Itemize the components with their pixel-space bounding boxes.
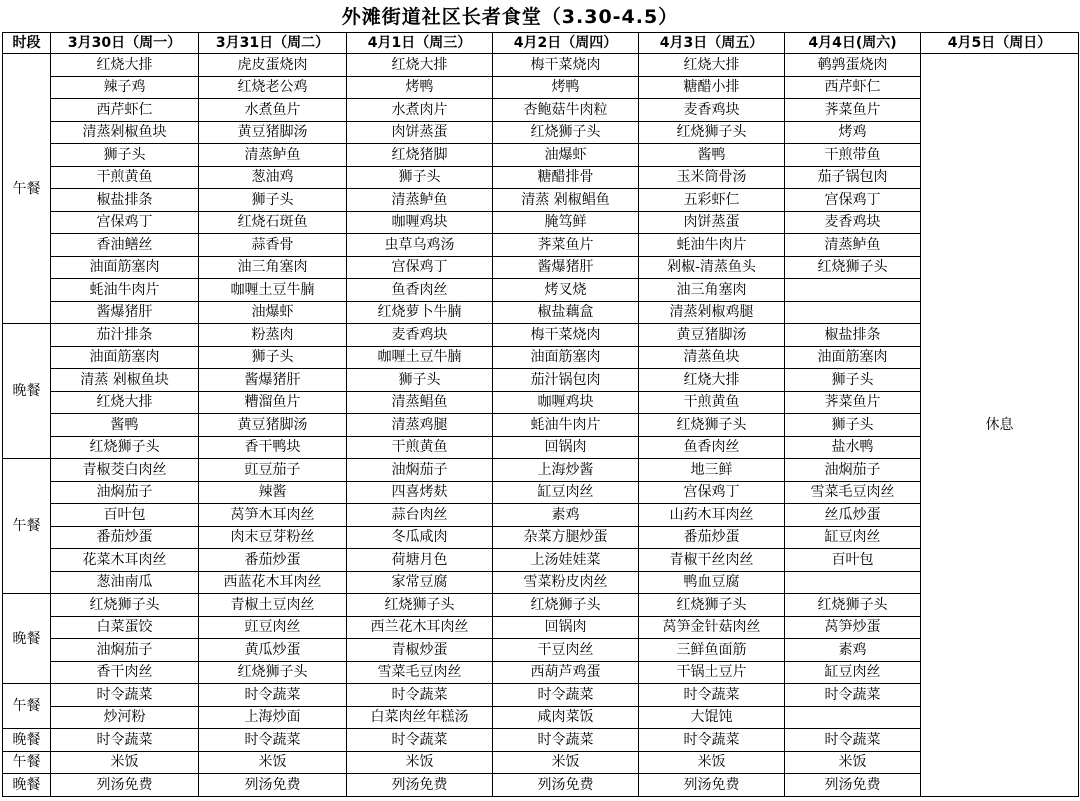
dish-cell: 西兰花木耳肉丝 bbox=[347, 616, 493, 639]
dish-cell: 时令蔬菜 bbox=[51, 729, 199, 752]
dish-cell: 红烧狮子头 bbox=[493, 594, 639, 617]
table-row bbox=[3, 346, 1079, 369]
dish-cell: 干煎黄鱼 bbox=[347, 436, 493, 459]
meal-period-label: 晚餐 bbox=[3, 729, 51, 752]
dish-cell: 荷塘月色 bbox=[347, 549, 493, 572]
table-row bbox=[3, 729, 1079, 752]
dish-cell: 红烧猪脚 bbox=[347, 144, 493, 167]
table-row bbox=[3, 144, 1079, 167]
dish-cell: 宫保鸡丁 bbox=[639, 481, 785, 504]
dish-cell: 清蒸 剁椒鱼块 bbox=[51, 369, 199, 392]
dish-cell: 列汤免费 bbox=[493, 774, 639, 797]
table-row bbox=[3, 414, 1079, 437]
dish-cell: 狮子头 bbox=[199, 189, 347, 212]
dish-cell: 黄豆猪脚汤 bbox=[639, 324, 785, 347]
page-title: 外滩街道社区长者食堂（3.30-4.5） bbox=[341, 6, 679, 28]
header-day: 3月30日（周一） bbox=[51, 33, 199, 54]
dish-cell: 椒盐排条 bbox=[785, 324, 921, 347]
dish-cell: 列汤免费 bbox=[347, 774, 493, 797]
dish-cell: 酱爆猪肝 bbox=[493, 256, 639, 279]
dish-cell: 干煎黄鱼 bbox=[639, 391, 785, 414]
header-day: 4月4日(周六) bbox=[785, 33, 921, 54]
dish-cell: 烤鸡 bbox=[785, 121, 921, 144]
dish-cell: 清蒸鲈鱼 bbox=[785, 234, 921, 257]
dish-cell: 雪菜毛豆肉丝 bbox=[785, 481, 921, 504]
dish-cell: 肉末豆芽粉丝 bbox=[199, 526, 347, 549]
table-row bbox=[3, 616, 1079, 639]
dish-cell: 列汤免费 bbox=[785, 774, 921, 797]
table-row bbox=[3, 279, 1079, 302]
dish-cell: 米饭 bbox=[493, 751, 639, 774]
dish-cell: 酱鸭 bbox=[51, 414, 199, 437]
dish-cell: 咸肉菜饭 bbox=[493, 706, 639, 729]
dish-cell bbox=[785, 301, 921, 324]
table-row bbox=[3, 504, 1079, 527]
dish-cell: 宫保鸡丁 bbox=[347, 256, 493, 279]
dish-cell: 红烧狮子头 bbox=[51, 436, 199, 459]
table-row bbox=[3, 234, 1079, 257]
dish-cell: 红烧狮子头 bbox=[785, 256, 921, 279]
dish-cell: 宫保鸡丁 bbox=[785, 189, 921, 212]
table-row bbox=[3, 549, 1079, 572]
dish-cell: 干锅土豆片 bbox=[639, 661, 785, 684]
dish-cell: 莴笋炒蛋 bbox=[785, 616, 921, 639]
dish-cell: 时令蔬菜 bbox=[199, 684, 347, 707]
dish-cell: 茄汁锅包肉 bbox=[493, 369, 639, 392]
table-row bbox=[3, 54, 1079, 77]
dish-cell: 蚝油牛肉片 bbox=[51, 279, 199, 302]
dish-cell: 杏鲍菇牛肉粒 bbox=[493, 99, 639, 122]
dish-cell: 西芹虾仁 bbox=[785, 76, 921, 99]
dish-cell: 虫草乌鸡汤 bbox=[347, 234, 493, 257]
table-row bbox=[3, 189, 1079, 212]
dish-cell: 缸豆肉丝 bbox=[785, 526, 921, 549]
dish-cell: 油面筋塞肉 bbox=[51, 346, 199, 369]
header-day: 4月2日（周四） bbox=[493, 33, 639, 54]
dish-cell: 炒河粉 bbox=[51, 706, 199, 729]
dish-cell: 三鲜鱼面筋 bbox=[639, 639, 785, 662]
dish-cell: 红烧狮子头 bbox=[199, 661, 347, 684]
dish-cell: 糖醋小排 bbox=[639, 76, 785, 99]
dish-cell: 豇豆茄子 bbox=[199, 459, 347, 482]
dish-cell: 山药木耳肉丝 bbox=[639, 504, 785, 527]
dish-cell: 粉蒸肉 bbox=[199, 324, 347, 347]
dish-cell: 白菜蛋饺 bbox=[51, 616, 199, 639]
dish-cell: 油焖茄子 bbox=[51, 639, 199, 662]
dish-cell: 油三角塞肉 bbox=[199, 256, 347, 279]
header-day: 4月1日（周三） bbox=[347, 33, 493, 54]
dish-cell: 辣子鸡 bbox=[51, 76, 199, 99]
table-row bbox=[3, 661, 1079, 684]
table-row bbox=[3, 256, 1079, 279]
dish-cell: 油三角塞肉 bbox=[639, 279, 785, 302]
dish-cell: 玉米筒骨汤 bbox=[639, 166, 785, 189]
meal-period-label: 午餐 bbox=[3, 459, 51, 594]
dish-cell: 雪菜粉皮肉丝 bbox=[493, 571, 639, 594]
dish-cell: 缸豆肉丝 bbox=[785, 661, 921, 684]
dish-cell: 油面筋塞肉 bbox=[785, 346, 921, 369]
dish-cell: 列汤免费 bbox=[51, 774, 199, 797]
dish-cell: 肉饼蒸蛋 bbox=[639, 211, 785, 234]
dish-cell: 蒜香骨 bbox=[199, 234, 347, 257]
dish-cell: 红烧石斑鱼 bbox=[199, 211, 347, 234]
dish-cell: 红烧狮子头 bbox=[639, 594, 785, 617]
dish-cell: 黄豆猪脚汤 bbox=[199, 414, 347, 437]
dish-cell: 腌笃鲜 bbox=[493, 211, 639, 234]
table-row bbox=[3, 751, 1079, 774]
table-row bbox=[3, 684, 1079, 707]
dish-cell: 酱鸭 bbox=[639, 144, 785, 167]
table-row bbox=[3, 481, 1079, 504]
dish-cell: 糖醋排骨 bbox=[493, 166, 639, 189]
dish-cell: 蚝油牛肉片 bbox=[639, 234, 785, 257]
dish-cell: 清蒸鲳鱼 bbox=[347, 391, 493, 414]
dish-cell: 回锅肉 bbox=[493, 616, 639, 639]
dish-cell: 地三鲜 bbox=[639, 459, 785, 482]
dish-cell: 回锅肉 bbox=[493, 436, 639, 459]
table-row bbox=[3, 571, 1079, 594]
table-row bbox=[3, 459, 1079, 482]
dish-cell: 酱爆猪肝 bbox=[199, 369, 347, 392]
dish-cell: 梅干菜烧肉 bbox=[493, 324, 639, 347]
dish-cell: 百叶包 bbox=[785, 549, 921, 572]
dish-cell: 时令蔬菜 bbox=[493, 684, 639, 707]
dish-cell: 盐水鸭 bbox=[785, 436, 921, 459]
meal-period-label: 午餐 bbox=[3, 684, 51, 729]
dish-cell: 鱼香肉丝 bbox=[639, 436, 785, 459]
dish-cell: 肉饼蒸蛋 bbox=[347, 121, 493, 144]
meal-period-label: 晚餐 bbox=[3, 324, 51, 459]
dish-cell: 丝瓜炒蛋 bbox=[785, 504, 921, 527]
table-row bbox=[3, 436, 1079, 459]
meal-period-label: 晚餐 bbox=[3, 774, 51, 797]
header-day: 4月3日（周五） bbox=[639, 33, 785, 54]
dish-cell bbox=[785, 571, 921, 594]
dish-cell: 烤叉烧 bbox=[493, 279, 639, 302]
dish-cell: 列汤免费 bbox=[639, 774, 785, 797]
table-row bbox=[3, 301, 1079, 324]
dish-cell: 时令蔬菜 bbox=[639, 729, 785, 752]
dish-cell: 西蓝花木耳肉丝 bbox=[199, 571, 347, 594]
dish-cell: 番茄炒蛋 bbox=[199, 549, 347, 572]
dish-cell: 上海炒面 bbox=[199, 706, 347, 729]
dish-cell: 红烧大排 bbox=[51, 391, 199, 414]
dish-cell: 西葫芦鸡蛋 bbox=[493, 661, 639, 684]
menu-table bbox=[2, 32, 1079, 797]
dish-cell: 杂菜方腿炒蛋 bbox=[493, 526, 639, 549]
dish-cell: 油焖茄子 bbox=[785, 459, 921, 482]
dish-cell: 糟溜鱼片 bbox=[199, 391, 347, 414]
table-row bbox=[3, 594, 1079, 617]
meal-period-label: 午餐 bbox=[3, 54, 51, 324]
table-row bbox=[3, 774, 1079, 797]
table-row bbox=[3, 369, 1079, 392]
dish-cell: 青椒土豆肉丝 bbox=[199, 594, 347, 617]
dish-cell: 上海炒酱 bbox=[493, 459, 639, 482]
dish-cell: 五彩虾仁 bbox=[639, 189, 785, 212]
dish-cell: 莴笋木耳肉丝 bbox=[199, 504, 347, 527]
dish-cell: 素鸡 bbox=[493, 504, 639, 527]
dish-cell: 油焖茄子 bbox=[347, 459, 493, 482]
dish-cell: 狮子头 bbox=[785, 369, 921, 392]
dish-cell: 四喜烤麸 bbox=[347, 481, 493, 504]
dish-cell: 椒盐藕盒 bbox=[493, 301, 639, 324]
dish-cell: 蒜台肉丝 bbox=[347, 504, 493, 527]
table-row bbox=[3, 324, 1079, 347]
table-row bbox=[3, 99, 1079, 122]
dish-cell: 列汤免费 bbox=[199, 774, 347, 797]
dish-cell: 清蒸剁椒鱼块 bbox=[51, 121, 199, 144]
dish-cell: 时令蔬菜 bbox=[347, 729, 493, 752]
dish-cell: 狮子头 bbox=[51, 144, 199, 167]
dish-cell: 缸豆肉丝 bbox=[493, 481, 639, 504]
dish-cell: 百叶包 bbox=[51, 504, 199, 527]
dish-cell bbox=[785, 279, 921, 302]
dish-cell: 狮子头 bbox=[347, 166, 493, 189]
dish-cell: 烤鸭 bbox=[493, 76, 639, 99]
dish-cell: 红烧老公鸡 bbox=[199, 76, 347, 99]
dish-cell: 油面筋塞肉 bbox=[51, 256, 199, 279]
dish-cell: 红烧大排 bbox=[51, 54, 199, 77]
dish-cell: 梅干菜烧肉 bbox=[493, 54, 639, 77]
dish-cell: 麦香鸡块 bbox=[785, 211, 921, 234]
dish-cell: 虎皮蛋烧肉 bbox=[199, 54, 347, 77]
header-period: 时段 bbox=[3, 33, 51, 54]
dish-cell: 狮子头 bbox=[785, 414, 921, 437]
dish-cell: 咖喱鸡块 bbox=[347, 211, 493, 234]
dish-cell: 油爆虾 bbox=[199, 301, 347, 324]
dish-cell: 咖喱鸡块 bbox=[493, 391, 639, 414]
dish-cell: 时令蔬菜 bbox=[199, 729, 347, 752]
dish-cell: 黄瓜炒蛋 bbox=[199, 639, 347, 662]
header-day: 3月31日（周二） bbox=[199, 33, 347, 54]
dish-cell: 红烧狮子头 bbox=[493, 121, 639, 144]
dish-cell: 油面筋塞肉 bbox=[493, 346, 639, 369]
table-row bbox=[3, 76, 1079, 99]
table-row bbox=[3, 639, 1079, 662]
dish-cell: 红烧大排 bbox=[639, 54, 785, 77]
dish-cell: 时令蔬菜 bbox=[785, 729, 921, 752]
dish-cell: 鱼香肉丝 bbox=[347, 279, 493, 302]
dish-cell bbox=[785, 706, 921, 729]
dish-cell: 冬瓜咸肉 bbox=[347, 526, 493, 549]
dish-cell: 荠菜鱼片 bbox=[493, 234, 639, 257]
dish-cell: 青椒茭白肉丝 bbox=[51, 459, 199, 482]
dish-cell: 香干鸭块 bbox=[199, 436, 347, 459]
dish-cell: 豇豆肉丝 bbox=[199, 616, 347, 639]
meal-period-label: 午餐 bbox=[3, 751, 51, 774]
dish-cell: 红烧狮子头 bbox=[785, 594, 921, 617]
sunday-rest-label: 休息 bbox=[921, 54, 1079, 797]
dish-cell: 米饭 bbox=[347, 751, 493, 774]
dish-cell: 油焖茄子 bbox=[51, 481, 199, 504]
table-row bbox=[3, 211, 1079, 234]
dish-cell: 辣酱 bbox=[199, 481, 347, 504]
dish-cell: 红烧大排 bbox=[347, 54, 493, 77]
dish-cell: 咖喱土豆牛腩 bbox=[347, 346, 493, 369]
dish-cell: 米饭 bbox=[199, 751, 347, 774]
dish-cell: 时令蔬菜 bbox=[51, 684, 199, 707]
dish-cell: 红烧狮子头 bbox=[639, 414, 785, 437]
dish-cell: 家常豆腐 bbox=[347, 571, 493, 594]
dish-cell: 花菜木耳肉丝 bbox=[51, 549, 199, 572]
dish-cell: 葱油鸡 bbox=[199, 166, 347, 189]
dish-cell: 清蒸鸡腿 bbox=[347, 414, 493, 437]
dish-cell: 狮子头 bbox=[347, 369, 493, 392]
dish-cell: 清蒸鲈鱼 bbox=[199, 144, 347, 167]
dish-cell: 香干肉丝 bbox=[51, 661, 199, 684]
dish-cell: 红烧大排 bbox=[639, 369, 785, 392]
dish-cell: 米饭 bbox=[785, 751, 921, 774]
dish-cell: 莴笋金针菇肉丝 bbox=[639, 616, 785, 639]
table-row bbox=[3, 526, 1079, 549]
dish-cell: 椒盐排条 bbox=[51, 189, 199, 212]
dish-cell: 雪菜毛豆肉丝 bbox=[347, 661, 493, 684]
dish-cell: 清蒸鲈鱼 bbox=[347, 189, 493, 212]
dish-cell: 麦香鸡块 bbox=[639, 99, 785, 122]
dish-cell: 水煮鱼片 bbox=[199, 99, 347, 122]
dish-cell: 茄汁排条 bbox=[51, 324, 199, 347]
dish-cell: 红烧萝卜牛腩 bbox=[347, 301, 493, 324]
dish-cell: 咖喱土豆牛腩 bbox=[199, 279, 347, 302]
dish-cell: 素鸡 bbox=[785, 639, 921, 662]
dish-cell: 番茄炒蛋 bbox=[51, 526, 199, 549]
dish-cell: 番茄炒蛋 bbox=[639, 526, 785, 549]
dish-cell: 清蒸鱼块 bbox=[639, 346, 785, 369]
dish-cell: 清蒸剁椒鸡腿 bbox=[639, 301, 785, 324]
dish-cell: 葱油南瓜 bbox=[51, 571, 199, 594]
header-row bbox=[3, 33, 1079, 54]
table-row bbox=[3, 121, 1079, 144]
dish-cell: 荠菜鱼片 bbox=[785, 391, 921, 414]
dish-cell: 西芹虾仁 bbox=[51, 99, 199, 122]
dish-cell: 红烧狮子头 bbox=[639, 121, 785, 144]
dish-cell: 上汤娃娃菜 bbox=[493, 549, 639, 572]
table-row bbox=[3, 391, 1079, 414]
dish-cell: 青椒干丝肉丝 bbox=[639, 549, 785, 572]
dish-cell: 鸭血豆腐 bbox=[639, 571, 785, 594]
dish-cell: 干煎黄鱼 bbox=[51, 166, 199, 189]
dish-cell: 清蒸 剁椒鲳鱼 bbox=[493, 189, 639, 212]
dish-cell: 狮子头 bbox=[199, 346, 347, 369]
dish-cell: 烤鸭 bbox=[347, 76, 493, 99]
dish-cell: 干豆肉丝 bbox=[493, 639, 639, 662]
dish-cell: 大馄饨 bbox=[639, 706, 785, 729]
dish-cell: 香油鳝丝 bbox=[51, 234, 199, 257]
dish-cell: 红烧狮子头 bbox=[51, 594, 199, 617]
dish-cell: 时令蔬菜 bbox=[639, 684, 785, 707]
dish-cell: 时令蔬菜 bbox=[347, 684, 493, 707]
dish-cell: 鹌鹑蛋烧肉 bbox=[785, 54, 921, 77]
dish-cell: 白菜肉丝年糕汤 bbox=[347, 706, 493, 729]
dish-cell: 干煎带鱼 bbox=[785, 144, 921, 167]
table-row bbox=[3, 166, 1079, 189]
meal-period-label: 晚餐 bbox=[3, 594, 51, 684]
dish-cell: 米饭 bbox=[51, 751, 199, 774]
header-day: 4月5日（周日） bbox=[921, 33, 1079, 54]
dish-cell: 红烧狮子头 bbox=[347, 594, 493, 617]
dish-cell: 时令蔬菜 bbox=[785, 684, 921, 707]
dish-cell: 黄豆猪脚汤 bbox=[199, 121, 347, 144]
dish-cell: 蚝油牛肉片 bbox=[493, 414, 639, 437]
dish-cell: 剁椒-清蒸鱼头 bbox=[639, 256, 785, 279]
menu-body bbox=[3, 54, 1079, 797]
dish-cell: 酱爆猪肝 bbox=[51, 301, 199, 324]
dish-cell: 宫保鸡丁 bbox=[51, 211, 199, 234]
dish-cell: 时令蔬菜 bbox=[493, 729, 639, 752]
dish-cell: 油爆虾 bbox=[493, 144, 639, 167]
dish-cell: 茄子锅包肉 bbox=[785, 166, 921, 189]
table-row bbox=[3, 706, 1079, 729]
dish-cell: 水煮肉片 bbox=[347, 99, 493, 122]
dish-cell: 米饭 bbox=[639, 751, 785, 774]
dish-cell: 荠菜鱼片 bbox=[785, 99, 921, 122]
dish-cell: 麦香鸡块 bbox=[347, 324, 493, 347]
dish-cell: 青椒炒蛋 bbox=[347, 639, 493, 662]
